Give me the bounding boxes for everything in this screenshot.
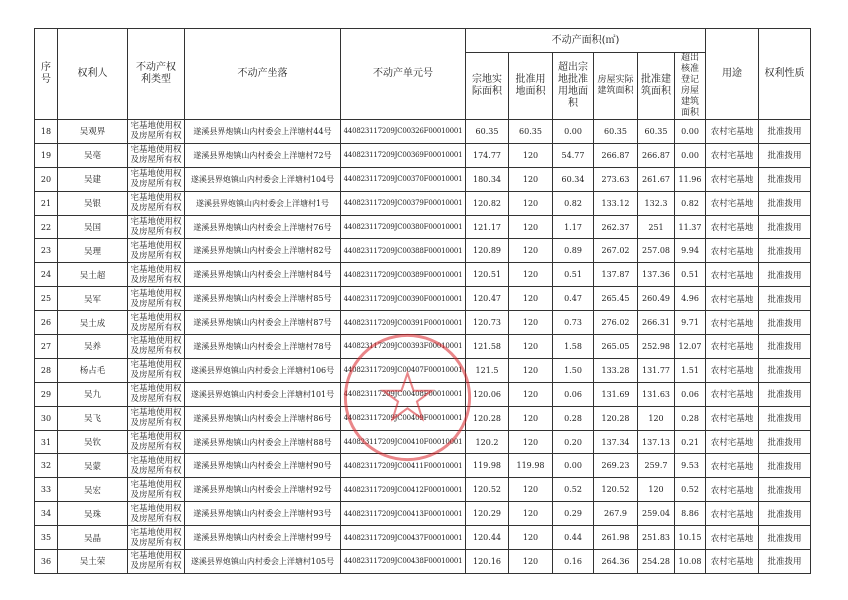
usage-cell: 农村宅基地 [706, 120, 759, 144]
location-cell: 遂溪县界炮镇山内村委会上洋塘村85号 [185, 287, 341, 311]
nature-cell: 批准拨用 [759, 120, 811, 144]
nature-cell: 批准拨用 [759, 382, 811, 406]
header-land-approved: 批准用地面积 [509, 53, 553, 120]
right-type-cell: 宅基地使用权及房屋所有权 [128, 120, 185, 144]
usage-cell: 农村宅基地 [706, 335, 759, 359]
house-actual-cell: 266.87 [594, 143, 638, 167]
land-approved-cell: 119.98 [509, 454, 553, 478]
house-excess-cell: 1.51 [675, 358, 706, 382]
location-cell: 遂溪县界炮镇山内村委会上洋塘村78号 [185, 335, 341, 359]
house-actual-cell: 261.98 [594, 526, 638, 550]
location-cell: 遂溪县界炮镇山内村委会上洋塘村101号 [185, 382, 341, 406]
seq-cell: 32 [35, 454, 58, 478]
land-actual-cell: 121.17 [466, 215, 509, 239]
unit-no-cell: 440823117209JC00369F00010001 [341, 143, 466, 167]
header-nature: 权利性质 [759, 29, 811, 120]
land-actual-cell: 121.58 [466, 335, 509, 359]
land-approved-cell: 120 [509, 478, 553, 502]
seq-cell: 22 [35, 215, 58, 239]
usage-cell: 农村宅基地 [706, 454, 759, 478]
right-type-cell: 宅基地使用权及房屋所有权 [128, 550, 185, 574]
right-type-cell: 宅基地使用权及房屋所有权 [128, 167, 185, 191]
right-type-cell: 宅基地使用权及房屋所有权 [128, 287, 185, 311]
nature-cell: 批准拨用 [759, 263, 811, 287]
holder-cell: 吴土成 [58, 311, 128, 335]
land-excess-cell: 1.17 [553, 215, 594, 239]
unit-no-cell: 440823117209JC00410F00010001 [341, 430, 466, 454]
land-excess-cell: 0.20 [553, 430, 594, 454]
house-actual-cell: 267.02 [594, 239, 638, 263]
house-excess-cell: 8.86 [675, 502, 706, 526]
unit-no-cell: 440823117209JC00390F00010001 [341, 287, 466, 311]
house-excess-cell: 10.15 [675, 526, 706, 550]
land-excess-cell: 0.00 [553, 454, 594, 478]
holder-cell: 吴亳 [58, 143, 128, 167]
house-approved-cell: 266.87 [638, 143, 675, 167]
holder-cell: 吴珠 [58, 502, 128, 526]
house-excess-cell: 0.00 [675, 143, 706, 167]
house-approved-cell: 137.36 [638, 263, 675, 287]
nature-cell: 批准拨用 [759, 550, 811, 574]
land-approved-cell: 120 [509, 311, 553, 335]
land-approved-cell: 120 [509, 358, 553, 382]
table-row [35, 191, 811, 215]
location-cell: 遂溪县界炮镇山内村委会上洋塘村82号 [185, 239, 341, 263]
property-register-table [34, 28, 811, 574]
usage-cell: 农村宅基地 [706, 382, 759, 406]
house-approved-cell: 132.3 [638, 191, 675, 215]
land-approved-cell: 120 [509, 550, 553, 574]
unit-no-cell: 440823117209JC00380F00010001 [341, 215, 466, 239]
house-approved-cell: 131.63 [638, 382, 675, 406]
house-actual-cell: 264.36 [594, 550, 638, 574]
house-excess-cell: 11.37 [675, 215, 706, 239]
seq-cell: 26 [35, 311, 58, 335]
seq-cell: 29 [35, 382, 58, 406]
land-excess-cell: 0.00 [553, 120, 594, 144]
usage-cell: 农村宅基地 [706, 215, 759, 239]
land-approved-cell: 120 [509, 191, 553, 215]
usage-cell: 农村宅基地 [706, 406, 759, 430]
location-cell: 遂溪县界炮镇山内村委会上洋塘村106号 [185, 358, 341, 382]
land-actual-cell: 121.5 [466, 358, 509, 382]
house-actual-cell: 273.63 [594, 167, 638, 191]
holder-cell: 吴蒙 [58, 454, 128, 478]
land-excess-cell: 0.73 [553, 311, 594, 335]
land-actual-cell: 120.44 [466, 526, 509, 550]
location-cell: 遂溪县界炮镇山内村委会上洋塘村86号 [185, 406, 341, 430]
unit-no-cell: 440823117209JC00326F00010001 [341, 120, 466, 144]
land-approved-cell: 120 [509, 143, 553, 167]
seq-cell: 18 [35, 120, 58, 144]
usage-cell: 农村宅基地 [706, 430, 759, 454]
land-excess-cell: 0.82 [553, 191, 594, 215]
right-type-cell: 宅基地使用权及房屋所有权 [128, 263, 185, 287]
holder-cell: 吴银 [58, 191, 128, 215]
location-cell: 遂溪县界炮镇山内村委会上洋塘村104号 [185, 167, 341, 191]
land-excess-cell: 0.16 [553, 550, 594, 574]
land-actual-cell: 120.51 [466, 263, 509, 287]
location-cell: 遂溪县界炮镇山内村委会上洋塘村105号 [185, 550, 341, 574]
header-house-actual: 房屋实际建筑面积 [594, 53, 638, 120]
usage-cell: 农村宅基地 [706, 526, 759, 550]
land-excess-cell: 0.52 [553, 478, 594, 502]
nature-cell: 批准拨用 [759, 167, 811, 191]
seq-cell: 23 [35, 239, 58, 263]
usage-cell: 农村宅基地 [706, 239, 759, 263]
header-land-actual: 宗地实际面积 [466, 53, 509, 120]
land-approved-cell: 120 [509, 263, 553, 287]
house-approved-cell: 251.83 [638, 526, 675, 550]
house-excess-cell: 0.00 [675, 120, 706, 144]
holder-cell: 杨占毛 [58, 358, 128, 382]
house-actual-cell: 133.12 [594, 191, 638, 215]
land-actual-cell: 120.29 [466, 502, 509, 526]
house-excess-cell: 0.51 [675, 263, 706, 287]
nature-cell: 批准拨用 [759, 478, 811, 502]
land-approved-cell: 120 [509, 335, 553, 359]
unit-no-cell: 440823117209JC00411F00010001 [341, 454, 466, 478]
header-seq: 序号 [35, 29, 58, 120]
usage-cell: 农村宅基地 [706, 358, 759, 382]
table-row [35, 239, 811, 263]
land-actual-cell: 174.77 [466, 143, 509, 167]
table-row [35, 502, 811, 526]
usage-cell: 农村宅基地 [706, 167, 759, 191]
holder-cell: 吴观界 [58, 120, 128, 144]
right-type-cell: 宅基地使用权及房屋所有权 [128, 502, 185, 526]
unit-no-cell: 440823117209JC00407F00010001 [341, 358, 466, 382]
house-approved-cell: 259.7 [638, 454, 675, 478]
land-actual-cell: 120.28 [466, 406, 509, 430]
land-actual-cell: 119.98 [466, 454, 509, 478]
nature-cell: 批准拨用 [759, 406, 811, 430]
land-excess-cell: 0.06 [553, 382, 594, 406]
usage-cell: 农村宅基地 [706, 287, 759, 311]
house-excess-cell: 0.06 [675, 382, 706, 406]
right-type-cell: 宅基地使用权及房屋所有权 [128, 430, 185, 454]
land-actual-cell: 120.82 [466, 191, 509, 215]
location-cell: 遂溪县界炮镇山内村委会上洋塘村88号 [185, 430, 341, 454]
holder-cell: 吴土超 [58, 263, 128, 287]
house-excess-cell: 0.52 [675, 478, 706, 502]
seq-cell: 33 [35, 478, 58, 502]
table-row [35, 358, 811, 382]
land-approved-cell: 60.35 [509, 120, 553, 144]
location-cell: 遂溪县界炮镇山内村委会上洋塘村84号 [185, 263, 341, 287]
right-type-cell: 宅基地使用权及房屋所有权 [128, 311, 185, 335]
land-actual-cell: 120.06 [466, 382, 509, 406]
nature-cell: 批准拨用 [759, 526, 811, 550]
land-actual-cell: 120.89 [466, 239, 509, 263]
table-row [35, 120, 811, 144]
holder-cell: 吴土荣 [58, 550, 128, 574]
house-actual-cell: 269.23 [594, 454, 638, 478]
land-approved-cell: 120 [509, 526, 553, 550]
house-approved-cell: 120 [638, 406, 675, 430]
house-excess-cell: 10.08 [675, 550, 706, 574]
unit-no-cell: 440823117209JC00409F00010001 [341, 406, 466, 430]
nature-cell: 批准拨用 [759, 287, 811, 311]
seq-cell: 19 [35, 143, 58, 167]
location-cell: 遂溪县界炮镇山内村委会上洋塘村93号 [185, 502, 341, 526]
header-usage: 用途 [706, 29, 759, 120]
location-cell: 遂溪县界炮镇山内村委会上洋塘村99号 [185, 526, 341, 550]
house-approved-cell: 254.28 [638, 550, 675, 574]
land-excess-cell: 54.77 [553, 143, 594, 167]
land-approved-cell: 120 [509, 287, 553, 311]
table-row [35, 143, 811, 167]
land-excess-cell: 60.34 [553, 167, 594, 191]
nature-cell: 批准拨用 [759, 215, 811, 239]
house-approved-cell: 120 [638, 478, 675, 502]
land-excess-cell: 0.28 [553, 406, 594, 430]
house-actual-cell: 120.28 [594, 406, 638, 430]
house-approved-cell: 131.77 [638, 358, 675, 382]
seq-cell: 20 [35, 167, 58, 191]
nature-cell: 批准拨用 [759, 454, 811, 478]
house-excess-cell: 0.82 [675, 191, 706, 215]
usage-cell: 农村宅基地 [706, 311, 759, 335]
house-actual-cell: 133.28 [594, 358, 638, 382]
house-actual-cell: 276.02 [594, 311, 638, 335]
location-cell: 遂溪县界炮镇山内村委会上洋塘村87号 [185, 311, 341, 335]
unit-no-cell: 440823117209JC00388F00010001 [341, 239, 466, 263]
land-actual-cell: 120.47 [466, 287, 509, 311]
land-approved-cell: 120 [509, 430, 553, 454]
land-excess-cell: 0.89 [553, 239, 594, 263]
table-row [35, 311, 811, 335]
seq-cell: 28 [35, 358, 58, 382]
house-actual-cell: 137.34 [594, 430, 638, 454]
usage-cell: 农村宅基地 [706, 143, 759, 167]
nature-cell: 批准拨用 [759, 502, 811, 526]
house-excess-cell: 0.21 [675, 430, 706, 454]
holder-cell: 吴晶 [58, 526, 128, 550]
header-house-approved: 批准建筑面积 [638, 53, 675, 120]
holder-cell: 吴理 [58, 239, 128, 263]
holder-cell: 吴九 [58, 382, 128, 406]
house-excess-cell: 4.96 [675, 287, 706, 311]
right-type-cell: 宅基地使用权及房屋所有权 [128, 215, 185, 239]
house-actual-cell: 131.69 [594, 382, 638, 406]
land-excess-cell: 1.50 [553, 358, 594, 382]
holder-cell: 吴建 [58, 167, 128, 191]
house-approved-cell: 260.49 [638, 287, 675, 311]
nature-cell: 批准拨用 [759, 430, 811, 454]
land-approved-cell: 120 [509, 239, 553, 263]
house-actual-cell: 60.35 [594, 120, 638, 144]
unit-no-cell: 440823117209JC00393F00010001 [341, 335, 466, 359]
land-actual-cell: 60.35 [466, 120, 509, 144]
table-row [35, 550, 811, 574]
header-right-type: 不动产权利类型 [128, 29, 185, 120]
usage-cell: 农村宅基地 [706, 263, 759, 287]
table-row [35, 406, 811, 430]
right-type-cell: 宅基地使用权及房屋所有权 [128, 454, 185, 478]
land-approved-cell: 120 [509, 406, 553, 430]
land-excess-cell: 0.29 [553, 502, 594, 526]
location-cell: 遂溪县界炮镇山内村委会上洋塘村92号 [185, 478, 341, 502]
table-row [35, 215, 811, 239]
holder-cell: 吴养 [58, 335, 128, 359]
house-actual-cell: 137.87 [594, 263, 638, 287]
seq-cell: 35 [35, 526, 58, 550]
land-approved-cell: 120 [509, 215, 553, 239]
land-excess-cell: 1.58 [553, 335, 594, 359]
location-cell: 遂溪县界炮镇山内村委会上洋塘村90号 [185, 454, 341, 478]
table-row [35, 287, 811, 311]
house-approved-cell: 257.08 [638, 239, 675, 263]
seq-cell: 24 [35, 263, 58, 287]
unit-no-cell: 440823117209JC00413F00010001 [341, 502, 466, 526]
house-approved-cell: 137.13 [638, 430, 675, 454]
nature-cell: 批准拨用 [759, 191, 811, 215]
house-excess-cell: 12.07 [675, 335, 706, 359]
land-actual-cell: 120.73 [466, 311, 509, 335]
house-excess-cell: 9.94 [675, 239, 706, 263]
land-actual-cell: 180.34 [466, 167, 509, 191]
land-excess-cell: 0.51 [553, 263, 594, 287]
right-type-cell: 宅基地使用权及房屋所有权 [128, 382, 185, 406]
seq-cell: 21 [35, 191, 58, 215]
table-row [35, 454, 811, 478]
unit-no-cell: 440823117209JC00438F00010001 [341, 550, 466, 574]
unit-no-cell: 440823117209JC00412F00010001 [341, 478, 466, 502]
header-holder: 权利人 [58, 29, 128, 120]
house-actual-cell: 267.9 [594, 502, 638, 526]
right-type-cell: 宅基地使用权及房屋所有权 [128, 478, 185, 502]
holder-cell: 吴飞 [58, 406, 128, 430]
nature-cell: 批准拨用 [759, 311, 811, 335]
land-excess-cell: 0.47 [553, 287, 594, 311]
header-location: 不动产坐落 [185, 29, 341, 120]
nature-cell: 批准拨用 [759, 358, 811, 382]
right-type-cell: 宅基地使用权及房屋所有权 [128, 143, 185, 167]
land-approved-cell: 120 [509, 167, 553, 191]
land-approved-cell: 120 [509, 382, 553, 406]
table-row [35, 382, 811, 406]
house-excess-cell: 0.28 [675, 406, 706, 430]
land-approved-cell: 120 [509, 502, 553, 526]
house-approved-cell: 266.31 [638, 311, 675, 335]
usage-cell: 农村宅基地 [706, 502, 759, 526]
right-type-cell: 宅基地使用权及房屋所有权 [128, 191, 185, 215]
right-type-cell: 宅基地使用权及房屋所有权 [128, 406, 185, 430]
unit-no-cell: 440823117209JC00391F00010001 [341, 311, 466, 335]
house-approved-cell: 259.04 [638, 502, 675, 526]
house-approved-cell: 261.67 [638, 167, 675, 191]
unit-no-cell: 440823117209JC00379F00010001 [341, 191, 466, 215]
unit-no-cell: 440823117209JC00408F00010001 [341, 382, 466, 406]
house-approved-cell: 252.98 [638, 335, 675, 359]
right-type-cell: 宅基地使用权及房屋所有权 [128, 239, 185, 263]
house-excess-cell: 11.96 [675, 167, 706, 191]
holder-cell: 吴钦 [58, 430, 128, 454]
header-land-excess: 超出宗地批准用地面积 [553, 53, 594, 120]
location-cell: 遂溪县界炮镇山内村委会上洋塘村76号 [185, 215, 341, 239]
seq-cell: 30 [35, 406, 58, 430]
land-actual-cell: 120.16 [466, 550, 509, 574]
right-type-cell: 宅基地使用权及房屋所有权 [128, 358, 185, 382]
unit-no-cell: 440823117209JC00437F00010001 [341, 526, 466, 550]
right-type-cell: 宅基地使用权及房屋所有权 [128, 526, 185, 550]
location-cell: 遂溪县界炮镇山内村委会上洋塘村1号 [185, 191, 341, 215]
house-approved-cell: 251 [638, 215, 675, 239]
nature-cell: 批准拨用 [759, 143, 811, 167]
table-row [35, 335, 811, 359]
seq-cell: 36 [35, 550, 58, 574]
location-cell: 遂溪县界炮镇山内村委会上洋塘村44号 [185, 120, 341, 144]
usage-cell: 农村宅基地 [706, 550, 759, 574]
table-row [35, 167, 811, 191]
house-actual-cell: 265.05 [594, 335, 638, 359]
land-excess-cell: 0.44 [553, 526, 594, 550]
seq-cell: 27 [35, 335, 58, 359]
header-area-group: 不动产面积(㎡) [466, 29, 706, 53]
table-row [35, 478, 811, 502]
house-actual-cell: 265.45 [594, 287, 638, 311]
holder-cell: 吴宏 [58, 478, 128, 502]
right-type-cell: 宅基地使用权及房屋所有权 [128, 335, 185, 359]
nature-cell: 批准拨用 [759, 239, 811, 263]
holder-cell: 吴国 [58, 215, 128, 239]
usage-cell: 农村宅基地 [706, 478, 759, 502]
land-actual-cell: 120.2 [466, 430, 509, 454]
nature-cell: 批准拨用 [759, 335, 811, 359]
house-excess-cell: 9.71 [675, 311, 706, 335]
holder-cell: 吴军 [58, 287, 128, 311]
house-approved-cell: 60.35 [638, 120, 675, 144]
location-cell: 遂溪县界炮镇山内村委会上洋塘村72号 [185, 143, 341, 167]
header-unit-no: 不动产单元号 [341, 29, 466, 120]
house-excess-cell: 9.53 [675, 454, 706, 478]
table-row [35, 430, 811, 454]
usage-cell: 农村宅基地 [706, 191, 759, 215]
table-row [35, 263, 811, 287]
house-actual-cell: 120.52 [594, 478, 638, 502]
unit-no-cell: 440823117209JC00370F00010001 [341, 167, 466, 191]
house-actual-cell: 262.37 [594, 215, 638, 239]
seq-cell: 25 [35, 287, 58, 311]
header-house-excess: 超出核准登记房屋建筑面积 [675, 53, 706, 120]
land-actual-cell: 120.52 [466, 478, 509, 502]
table-row [35, 526, 811, 550]
seq-cell: 34 [35, 502, 58, 526]
unit-no-cell: 440823117209JC00389F00010001 [341, 263, 466, 287]
seq-cell: 31 [35, 430, 58, 454]
